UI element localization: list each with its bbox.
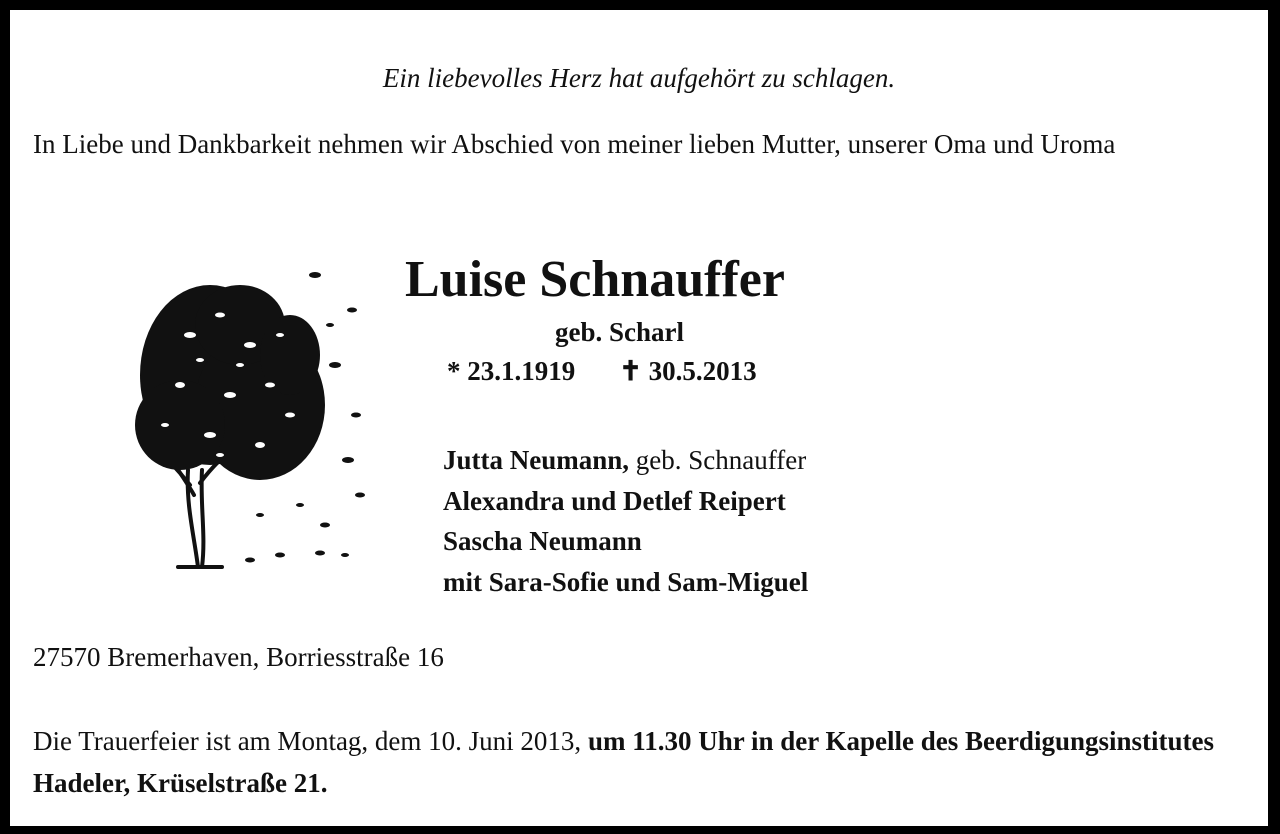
mourner-name: Alexandra und Detlef Reipert (443, 485, 786, 516)
birth-date: * 23.1.1919 (447, 356, 576, 386)
address: 27570 Bremerhaven, Borriesstraße 16 (33, 642, 444, 672)
mourner-line (443, 562, 808, 603)
funeral-info (33, 720, 1233, 804)
intro-text: In Liebe und Dankbarkeit nehmen wir Abschied von meiner lieben Mutter, unserer Oma und Uroma (33, 129, 1116, 159)
mourner-name: Sascha Neumann (443, 526, 642, 556)
death-date: ✝ 30.5.2013 (619, 356, 757, 386)
mourners-list (443, 440, 808, 602)
funeral-date: Die Trauerfeier ist am Montag, dem 10. Juni 2013, (33, 726, 588, 756)
funeral-location: um 11.30 Uhr in der Kapelle des Beerdigungsinstitutes Hadeler, Krüselstraße 21. (33, 726, 1214, 798)
mourner-line (443, 481, 808, 522)
maiden-name: geb. Scharl (555, 317, 685, 347)
tree-canopy (135, 285, 325, 480)
tree-illustration (120, 255, 370, 575)
deceased-name: Luise Schnauffer (405, 251, 785, 308)
mourner-name: mit Sara-Sofie und Sam-Miguel (443, 566, 809, 597)
life-dates (447, 354, 757, 388)
mourner-note: geb. Schnauffer (629, 445, 807, 475)
mourner-line (443, 440, 808, 481)
mourner-name: Jutta Neumann, (443, 445, 630, 475)
motto-line: Ein liebevolles Herz hat aufgehört zu schlagen. (382, 63, 896, 93)
obituary-notice (10, 10, 1268, 826)
mourner-line (443, 521, 808, 562)
